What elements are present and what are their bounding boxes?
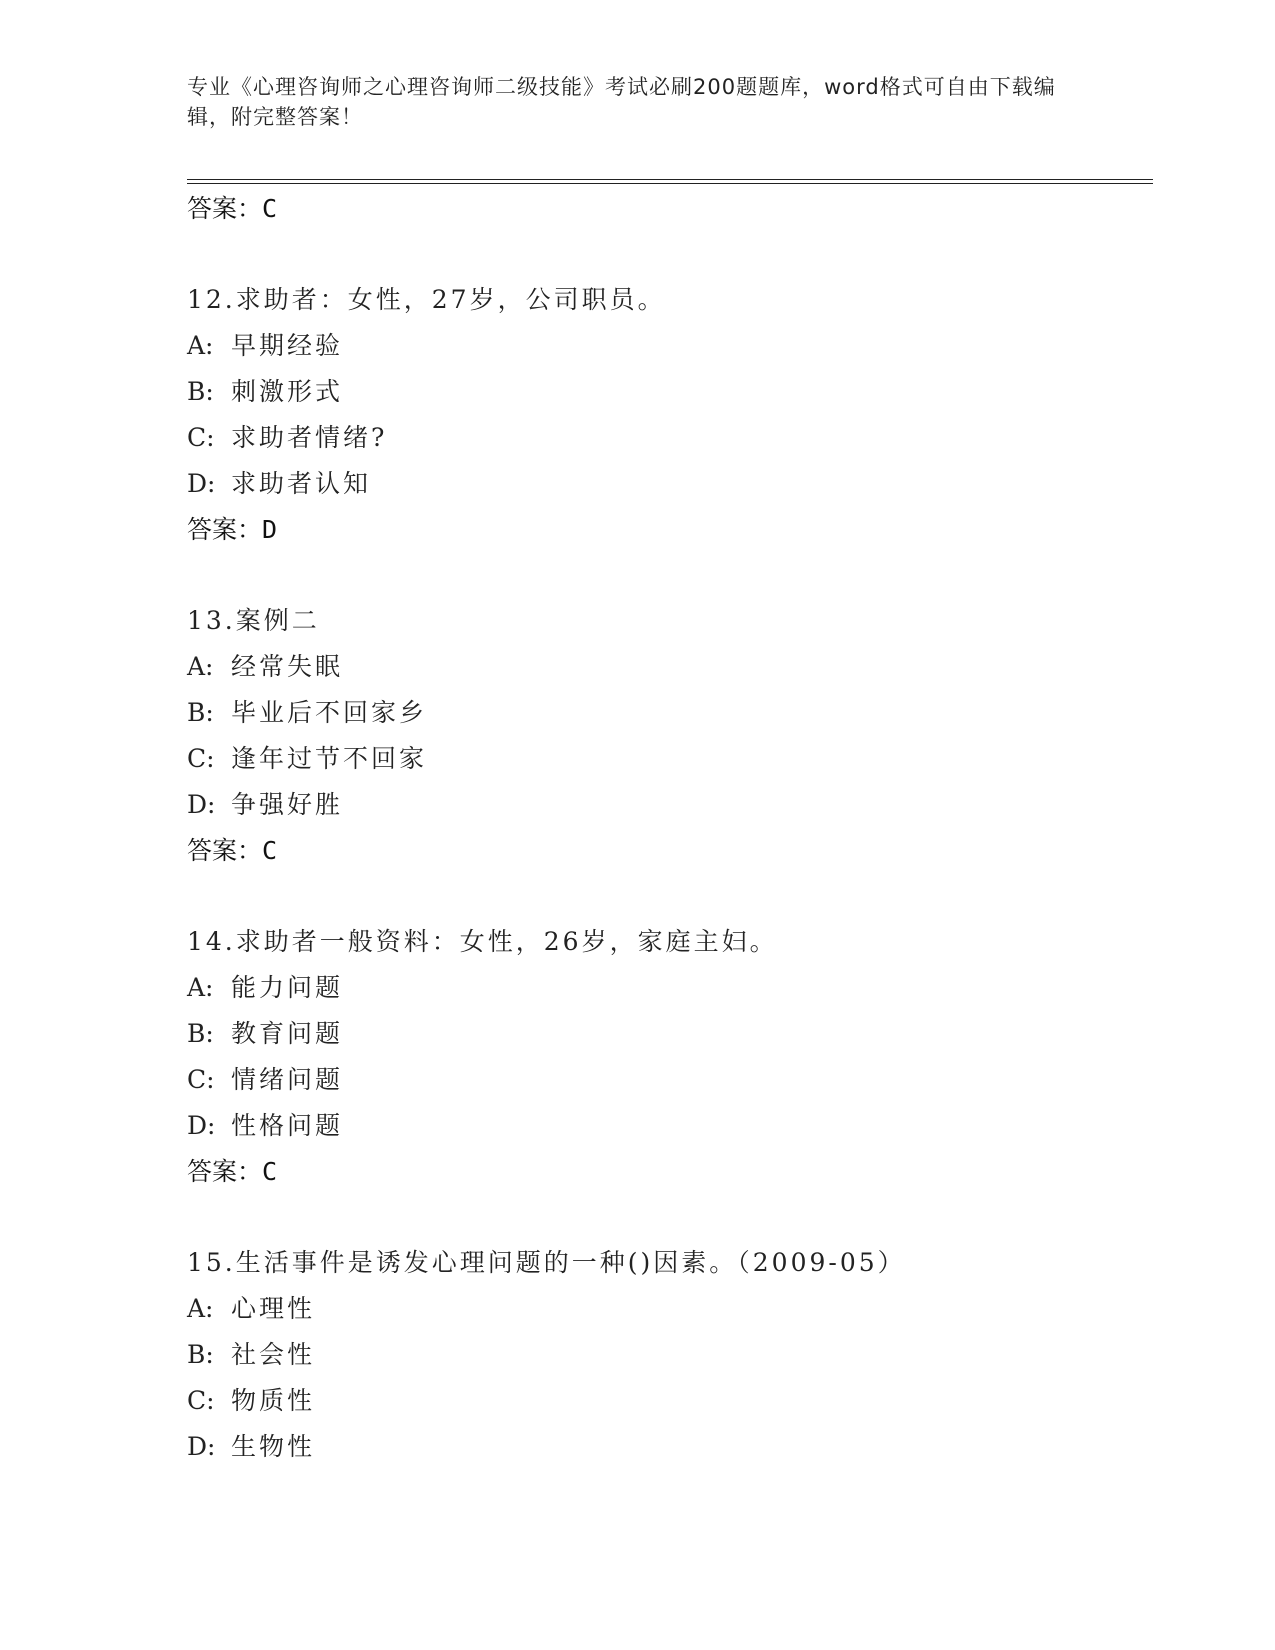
question-12 — [187, 277, 1153, 553]
option-text: 物质性 — [231, 1386, 316, 1415]
question-text: 求助者：女性，27岁，公司职员。 — [235, 285, 666, 314]
question-text: 求助者一般资料：女性，26岁，家庭主妇。 — [235, 927, 778, 956]
option-text: 性格问题 — [231, 1111, 344, 1140]
option-letter: B: — [187, 698, 214, 727]
question-number: 14. — [187, 927, 236, 956]
option-b — [187, 1332, 1153, 1378]
option-b — [187, 690, 1153, 736]
option-text: 心理性 — [231, 1294, 316, 1323]
question-13 — [187, 598, 1153, 874]
option-c — [187, 736, 1153, 782]
answer-line — [187, 1149, 1153, 1195]
answer-value: C — [262, 1157, 278, 1186]
option-d — [187, 461, 1153, 507]
answer-line — [187, 828, 1153, 874]
answer-value: D — [262, 515, 278, 544]
option-c — [187, 415, 1153, 461]
question-number: 12. — [187, 285, 236, 314]
option-letter: A: — [187, 652, 214, 681]
option-c — [187, 1057, 1153, 1103]
question-14 — [187, 919, 1153, 1195]
question-stem — [187, 277, 1153, 323]
option-letter: B: — [187, 1340, 214, 1369]
option-b — [187, 369, 1153, 415]
option-text: 争强好胜 — [231, 790, 344, 819]
question-number: 13. — [187, 606, 236, 635]
question-stem — [187, 1240, 1153, 1286]
option-text: 逢年过节不回家 — [231, 744, 428, 773]
question-15 — [187, 1240, 1153, 1470]
option-text: 能力问题 — [231, 973, 344, 1002]
option-d — [187, 1103, 1153, 1149]
option-letter: C: — [187, 744, 215, 773]
option-text: 教育问题 — [231, 1019, 344, 1048]
option-a — [187, 1286, 1153, 1332]
option-c — [187, 1378, 1153, 1424]
answer-label: 答案： — [187, 194, 263, 223]
document-header: 专业《心理咨询师之心理咨询师二级技能》考试必刷200题题库，word格式可自由下载编辑，附完整答案！ — [187, 75, 1056, 129]
answer-label: 答案： — [187, 1157, 263, 1186]
header-rule-bottom — [187, 183, 1153, 184]
option-a — [187, 644, 1153, 690]
answer-line — [187, 507, 1153, 553]
option-d — [187, 1424, 1153, 1470]
question-text: 生活事件是诱发心理问题的一种()因素。（2009-05） — [235, 1248, 906, 1277]
question-stem — [187, 598, 1153, 644]
option-text: 早期经验 — [231, 331, 344, 360]
option-letter: B: — [187, 1019, 214, 1048]
option-b — [187, 1011, 1153, 1057]
option-letter: C: — [187, 1065, 215, 1094]
option-text: 毕业后不回家乡 — [231, 698, 428, 727]
option-letter: D: — [187, 469, 216, 498]
option-letter: B: — [187, 377, 214, 406]
answer-label: 答案： — [187, 515, 263, 544]
answer-label: 答案： — [187, 836, 263, 865]
option-letter: A: — [187, 973, 214, 1002]
option-text: 求助者认知 — [231, 469, 372, 498]
option-letter: D: — [187, 1111, 216, 1140]
option-d — [187, 782, 1153, 828]
option-a — [187, 965, 1153, 1011]
option-letter: D: — [187, 790, 216, 819]
question-list — [187, 186, 1153, 1470]
option-a — [187, 323, 1153, 369]
option-text: 社会性 — [231, 1340, 316, 1369]
option-text: 经常失眠 — [231, 652, 344, 681]
option-text: 刺激形式 — [231, 377, 344, 406]
option-letter: D: — [187, 1432, 216, 1461]
option-text: 情绪问题 — [231, 1065, 344, 1094]
answer-value: C — [262, 836, 278, 865]
question-number: 15. — [187, 1248, 236, 1277]
answer-value: C — [262, 194, 278, 223]
header-rule-top — [187, 179, 1153, 180]
question-text: 案例二 — [235, 606, 320, 635]
option-text: 生物性 — [231, 1432, 316, 1461]
answer-line — [187, 186, 1153, 232]
question-stem — [187, 919, 1153, 965]
option-letter: C: — [187, 1386, 215, 1415]
option-letter: C: — [187, 423, 215, 452]
option-text: 求助者情绪? — [231, 423, 388, 452]
option-letter: A: — [187, 1294, 214, 1323]
option-letter: A: — [187, 331, 214, 360]
